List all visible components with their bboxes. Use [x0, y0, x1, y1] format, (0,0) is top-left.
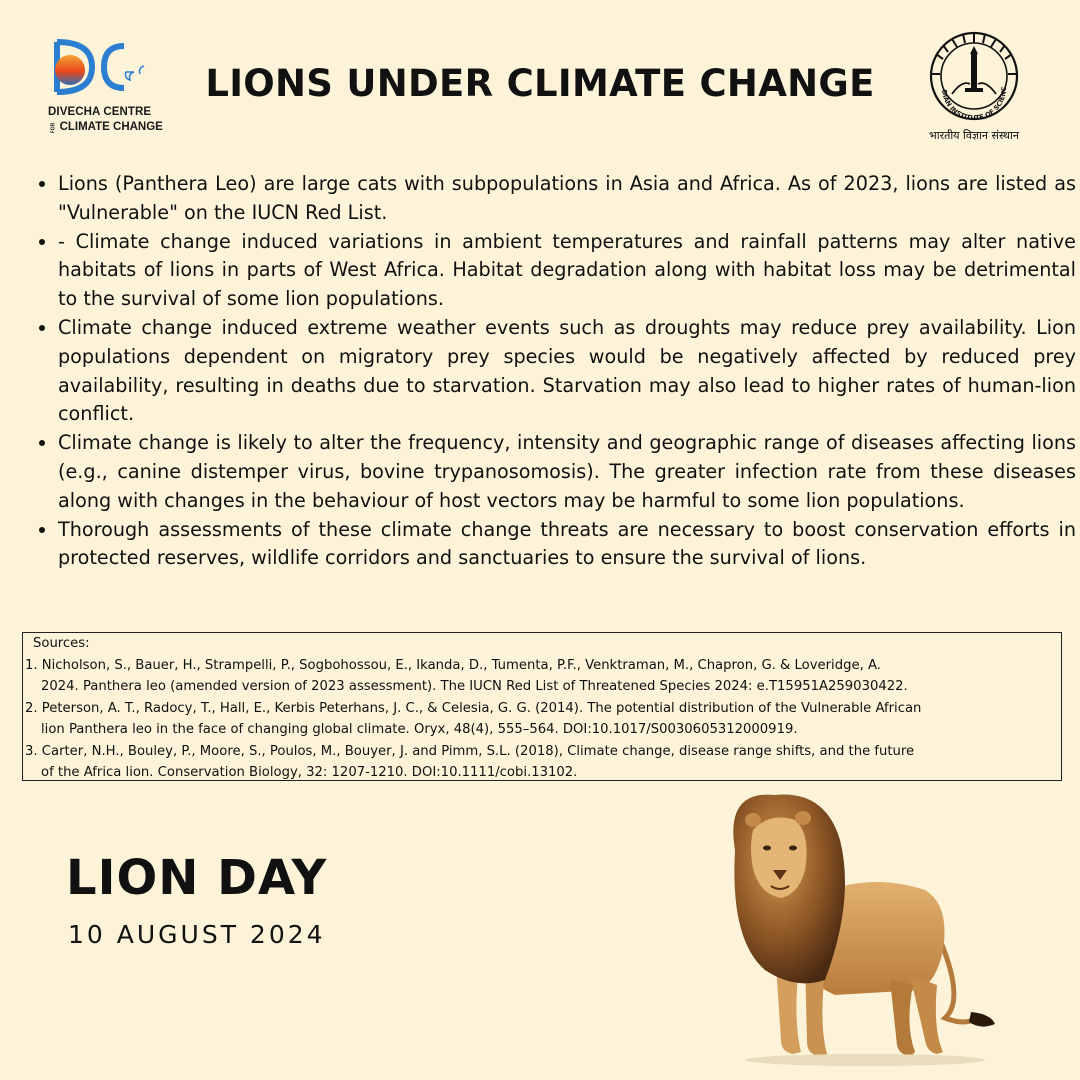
list-item: • Thorough assessments of these climate change threats are necessary to boost conservation efforts in protected reserves, wildlife corridors and sanctuaries to ensure the survival of lions.	[58, 516, 1076, 574]
sources-list	[25, 655, 1059, 784]
emblem-ring-text: DIAN INSTITUTE OF SCIENC	[939, 86, 1009, 123]
source-line: 3. Carter, N.H., Bouley, P., Moore, S., Poulos, M., Bouyer, J. and Pimm, S.L. (2018), Climate change, disease range shifts, and the future	[25, 743, 915, 759]
source-line: of the Africa lion. Conservation Biology, 32: 1207-1210. DOI:10.1111/cobi.13102.	[41, 765, 578, 780]
divecha-centre-logo	[40, 36, 163, 136]
list-item: • Lions (Panthera Leo) are large cats with subpopulations in Asia and Africa. As of 2023, lions are listed as "Vulnerable" on the IUCN Red List.	[58, 170, 1076, 228]
source-line: 2. Peterson, A. T., Radocy, T., Hall, E., Kerbis Peterhans, J. C., & Celesia, G. G. (2014). The potential distribution of the Vulnerable African	[25, 700, 922, 716]
sources-heading: Sources:	[33, 636, 90, 651]
logo-text-for: FOR	[50, 122, 57, 134]
logo-text-line1: DIVECHA CENTRE	[48, 106, 152, 118]
dcc-logo-icon	[40, 36, 150, 98]
source-line: 1. Nicholson, S., Bauer, H., Strampelli, P., Sogbohossou, E., Ikanda, D., Tumenta, P.F., Venktraman, M., Chapron, G. & Loveridge, A.	[25, 657, 881, 673]
list-item: • Climate change induced extreme weather events such as droughts may reduce prey availability. Lion populations dependent on migratory prey species would be negatively affected by reduced prey availability, resulting in deaths due to starvation. Starvation may also lead to higher rates of human-lion conflict.	[58, 314, 1076, 429]
list-item: • - Climate change induced variations in ambient temperatures and rainfall patterns may alter native habitats of lions in parts of West Africa. Habitat degradation along with habitat loss may be detrimental to the survival of some lion populations.	[58, 228, 1076, 314]
lion-icon	[715, 790, 1005, 1070]
page-title: LIONS UNDER CLIMATE CHANGE	[205, 62, 875, 105]
logo-text-line2	[48, 121, 163, 133]
source-line: lion Panthera leo in the face of changing global climate. Oryx, 48(4), 555–564. DOI:10.1017/S0030605312000919.	[41, 722, 798, 737]
list-item: • Climate change is likely to alter the frequency, intensity and geographic range of diseases affecting lions (e.g., canine distemper virus, bovine trypanosomosis). The greater infection rate from these diseases along with changes in the behaviour of host vectors may be harmful to some lion populations.	[58, 429, 1076, 515]
iisc-hindi-name: भारतीय विज्ञान संस्थान	[928, 129, 1020, 142]
iisc-logo	[912, 30, 1036, 148]
key-points-list	[36, 170, 1076, 573]
iisc-emblem-icon	[912, 30, 1036, 126]
source-line: 2024. Panthera leo (amended version of 2023 assessment). The IUCN Red List of Threatened Species 2024: e.T15951A259030422.	[41, 679, 908, 694]
lion-illustration	[715, 790, 1005, 1070]
event-date: 10 AUGUST 2024	[68, 920, 326, 949]
logo-text-climate-change: CLIMATE CHANGE	[59, 121, 163, 133]
event-title: LION DAY	[66, 850, 328, 906]
sources-box	[22, 632, 1062, 781]
